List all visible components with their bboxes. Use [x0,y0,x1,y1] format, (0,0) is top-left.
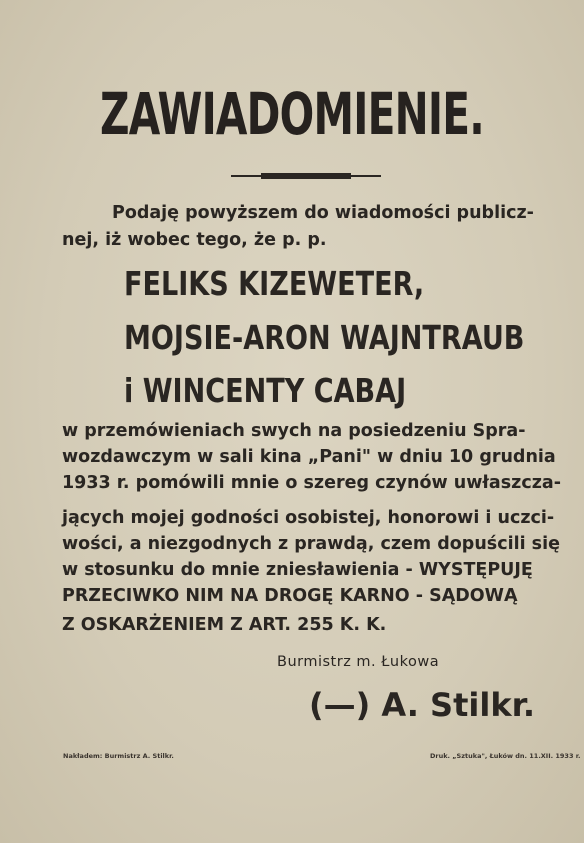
accused-name-3: i WINCENTY CABAJ [124,371,407,410]
footer-printer: Druk. „Sztuka", Łuków dn. 11.XII. 1933 r. [430,752,581,760]
title-divider-center [261,173,351,179]
poster-title: ZAWIADOMIENIE. [100,80,484,148]
body-line-2: wozdawczym w sali kina „Pani" w dniu 10 grudnia [62,447,556,467]
body-line-5: wości, a niezgodnych z prawdą, czem dopuścili się [62,534,560,554]
intro-line-1: Podaję powyższem do wiadomości publicz- [112,203,534,223]
accused-name-1: FELIKS KIZEWETER, [124,264,425,303]
body-line-1: w przemówieniach swych na posiedzeniu Spra- [62,421,526,441]
body-line-3: 1933 r. pomówili mnie o szereg czynów uwłaszcza- [62,473,561,493]
body-line-8: Z OSKARŻENIEM Z ART. 255 K. K. [62,615,387,635]
signer-title: Burmistrz m. Łukowa [277,654,440,670]
body-line-4: jących mojej godności osobistej, honorowi i uczci- [62,508,555,528]
signature: (—) A. Stilkr. [309,686,535,724]
body-line-6: w stosunku do mnie zniesławienia - WYSTĘPUJĘ [62,560,533,580]
body-line-7: PRZECIWKO NIM NA DROGĘ KARNO - SĄDOWĄ [62,586,518,606]
footer-publisher: Nakładem: Burmistrz A. Stilkr. [63,752,174,760]
accused-name-2: MOJSIE-ARON WAJNTRAUB [124,318,525,357]
intro-line-2: nej, iż wobec tego, że p. p. [62,230,327,250]
